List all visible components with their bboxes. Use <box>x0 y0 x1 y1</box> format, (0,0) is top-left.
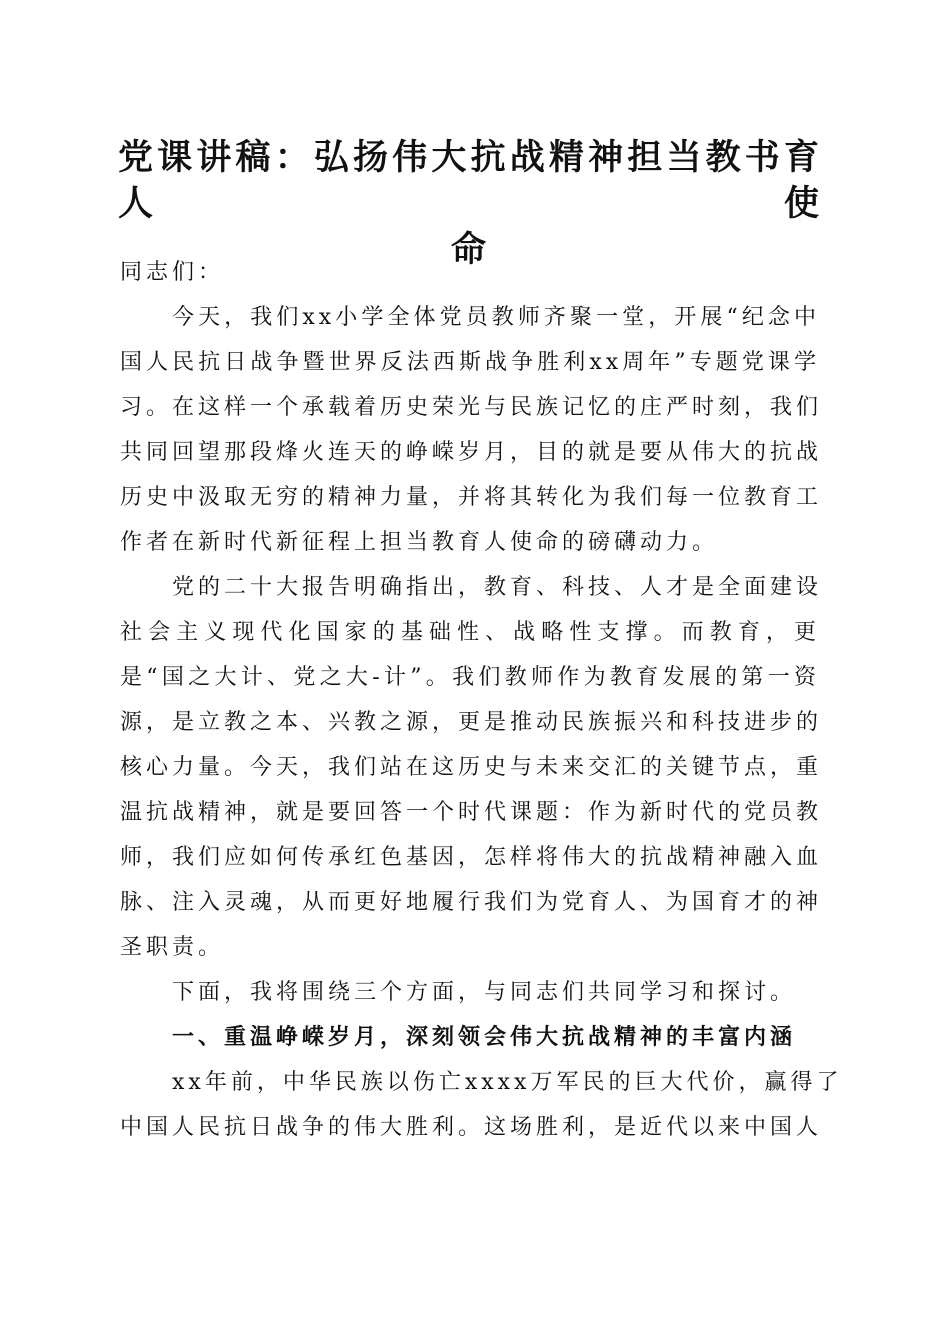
document-body <box>120 250 843 1150</box>
paragraph-line: 中国人民抗日战争的伟大胜利。这场胜利，是近代以来中国人 <box>120 1115 823 1140</box>
paragraph <box>120 565 823 970</box>
title-line-2: 命 <box>450 230 489 270</box>
paragraph-line: xx年前，中华民族以伤亡xxxx万军民的巨大代价，赢得了 <box>172 1070 843 1095</box>
section-paragraph <box>120 1060 843 1150</box>
paragraph-line: 师，我们应如何传承红色基因，怎样将伟大的抗战精神融入血 <box>120 845 823 870</box>
paragraph-line: 是“国之大计、党之大-计”。我们教师作为教育发展的第一资 <box>120 665 820 690</box>
paragraph-line: 历史中汲取无穷的精神力量，并将其转化为我们每一位教育工 <box>120 485 823 510</box>
salutation: 同志们： <box>120 260 225 285</box>
paragraph-line: 习。在这样一个承载着历史荣光与民族记忆的庄严时刻，我们 <box>120 395 823 420</box>
paragraph-line: 党的二十大报告明确指出，教育、科技、人才是全面建设 <box>172 575 823 600</box>
paragraph-line: 圣职责。 <box>120 935 225 960</box>
paragraph-line: 核心力量。今天，我们站在这历史与未来交汇的关键节点，重 <box>120 755 823 780</box>
paragraph-line: 下面，我将围绕三个方面，与同志们共同学习和探讨。 <box>172 980 797 1005</box>
paragraphs <box>120 295 823 1015</box>
paragraph-line: 共同回望那段烽火连天的峥嵘岁月，目的就是要从伟大的抗战 <box>120 440 823 465</box>
paragraph <box>120 970 820 1015</box>
paragraph <box>120 295 823 565</box>
paragraph-line: 今天，我们xx小学全体党员教师齐聚一堂，开展“纪念中 <box>172 305 820 330</box>
paragraph-line: 脉、注入灵魂，从而更好地履行我们为党育人、为国育才的神 <box>120 890 823 915</box>
paragraph-line: 温抗战精神，就是要回答一个时代课题：作为新时代的党员教 <box>120 800 823 825</box>
paragraph-line: 国人民抗日战争暨世界反法西斯战争胜利xx周年”专题党课学 <box>120 350 820 375</box>
section-heading: 一、重温峥嵘岁月，深刻领会伟大抗战精神的丰富内涵 <box>172 1025 797 1050</box>
paragraph <box>120 1060 843 1150</box>
title-line-1: 党课讲稿：弘扬伟大抗战精神担当教书育人使 <box>118 138 822 224</box>
paragraph-line: 源，是立教之本、兴教之源，更是推动民族振兴和科技进步的 <box>120 710 823 735</box>
paragraph-line: 作者在新时代新征程上担当教育人使命的磅礴动力。 <box>120 530 719 555</box>
paragraph-line: 社会主义现代化国家的基础性、战略性支撑。而教育，更 <box>120 620 820 645</box>
